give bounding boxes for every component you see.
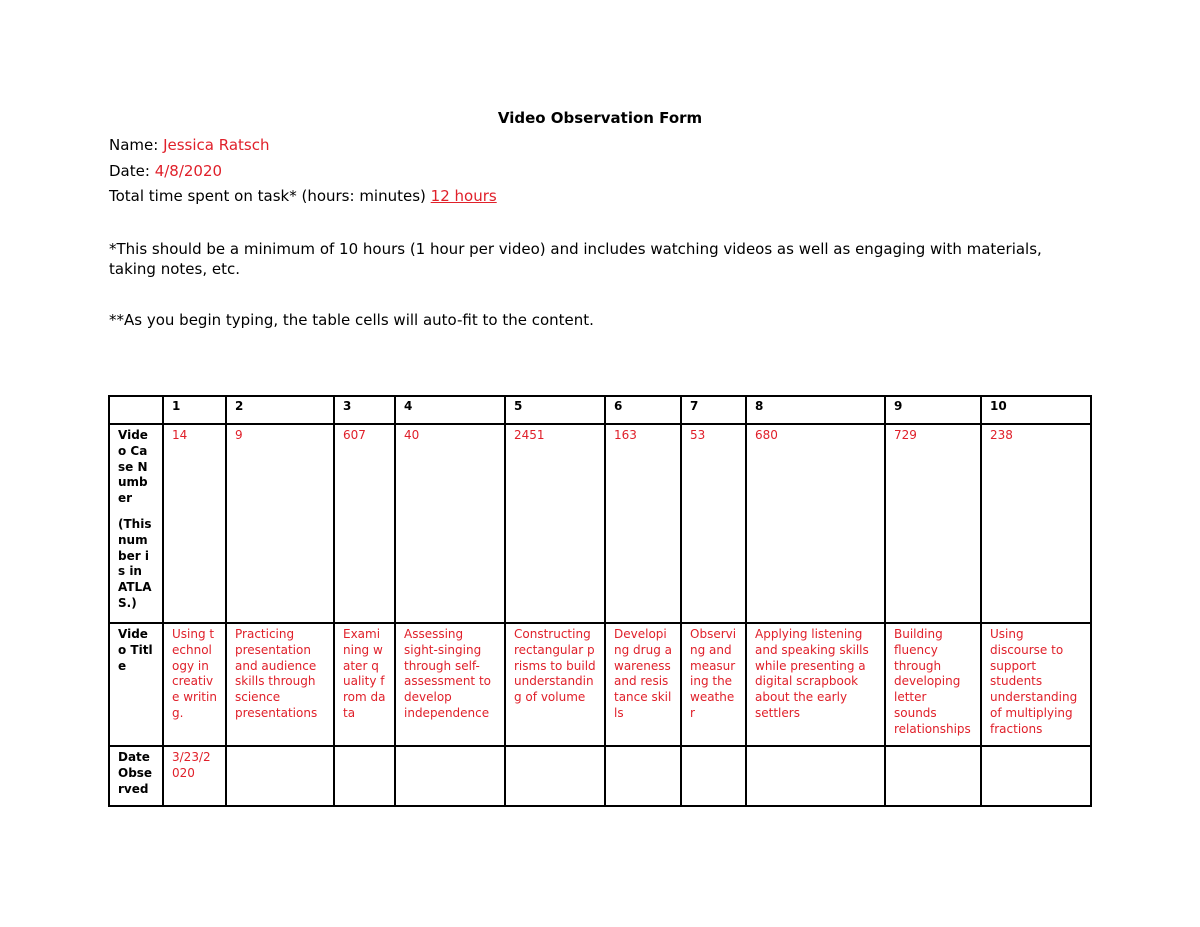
column-header: 1 [163,396,226,424]
auto-fit-note: **As you begin typing, the table cells will auto-fit to the content. [109,311,594,329]
video-title-cell[interactable]: Examining water quality from data [334,623,395,746]
video-title-cell[interactable]: Assessing sight-singing through self-assessment to develop independence [395,623,505,746]
case-number-cell[interactable]: 40 [395,424,505,623]
observation-table [108,395,1092,807]
case-number-cell[interactable]: 163 [605,424,681,623]
case-number-cell[interactable]: 14 [163,424,226,623]
date-observed-cell[interactable]: 3/23/2020 [163,746,226,806]
date-line [109,162,222,180]
case-number-row [109,424,1091,623]
column-header: 8 [746,396,885,424]
case-number-cell[interactable]: 607 [334,424,395,623]
row-sublabel: (This number is in ATLAS.) [118,516,152,610]
row-label: Video Case Number [118,428,148,506]
date-value[interactable]: 4/8/2020 [154,162,223,180]
time-line [109,187,497,205]
video-title-cell[interactable]: Developing drug awareness and resistance skills [605,623,681,746]
date-observed-cell[interactable] [334,746,395,806]
column-header: 2 [226,396,334,424]
column-header: 4 [395,396,505,424]
minimum-hours-note: *This should be a minimum of 10 hours (1 hour per video) and includes watching videos as well as engaging with materials, taking notes, etc. [109,240,1042,278]
column-header: 5 [505,396,605,424]
video-title-row [109,623,1091,746]
date-observed-cell[interactable] [395,746,505,806]
name-line [109,136,269,154]
date-observed-cell[interactable] [681,746,746,806]
date-observed-cell[interactable] [226,746,334,806]
column-header: 3 [334,396,395,424]
date-observed-cell[interactable] [505,746,605,806]
video-title-cell[interactable]: Using technology in creative writing. [163,623,226,746]
row-header-date-observed: Date Observed [109,746,163,806]
video-title-cell[interactable]: Using discourse to support students understanding of multiplying fractions [981,623,1091,746]
corner-cell [109,396,163,424]
name-value[interactable]: Jessica Ratsch [163,136,270,154]
case-number-cell[interactable]: 2451 [505,424,605,623]
column-header: 7 [681,396,746,424]
time-value[interactable]: 12 hours [430,187,497,205]
video-title-cell[interactable]: Applying listening and speaking skills while presenting a digital scrapbook about the early settlers [746,623,885,746]
video-title-cell[interactable]: Observing and measuring the weather [681,623,746,746]
date-observed-row [109,746,1091,806]
date-observed-cell[interactable] [746,746,885,806]
column-header: 10 [981,396,1091,424]
form-title: Video Observation Form [497,109,703,127]
row-header-case-number [109,424,163,623]
header-row [109,396,1091,424]
column-header: 6 [605,396,681,424]
date-observed-cell[interactable] [885,746,981,806]
video-title-cell[interactable]: Building fluency through developing letter sounds relationships [885,623,981,746]
row-header-video-title: Video Title [109,623,163,746]
time-label: Total time spent on task* (hours: minutes) [109,187,431,205]
video-title-cell[interactable]: Practicing presentation and audience skills through science presentations [226,623,334,746]
case-number-cell[interactable]: 680 [746,424,885,623]
video-title-cell[interactable]: Constructing rectangular prisms to build understanding of volume [505,623,605,746]
date-observed-cell[interactable] [981,746,1091,806]
case-number-cell[interactable]: 53 [681,424,746,623]
case-number-cell[interactable]: 238 [981,424,1091,623]
case-number-cell[interactable]: 729 [885,424,981,623]
column-header: 9 [885,396,981,424]
name-label: Name: [109,136,164,154]
case-number-cell[interactable]: 9 [226,424,334,623]
date-observed-cell[interactable] [605,746,681,806]
date-label: Date: [109,162,155,180]
